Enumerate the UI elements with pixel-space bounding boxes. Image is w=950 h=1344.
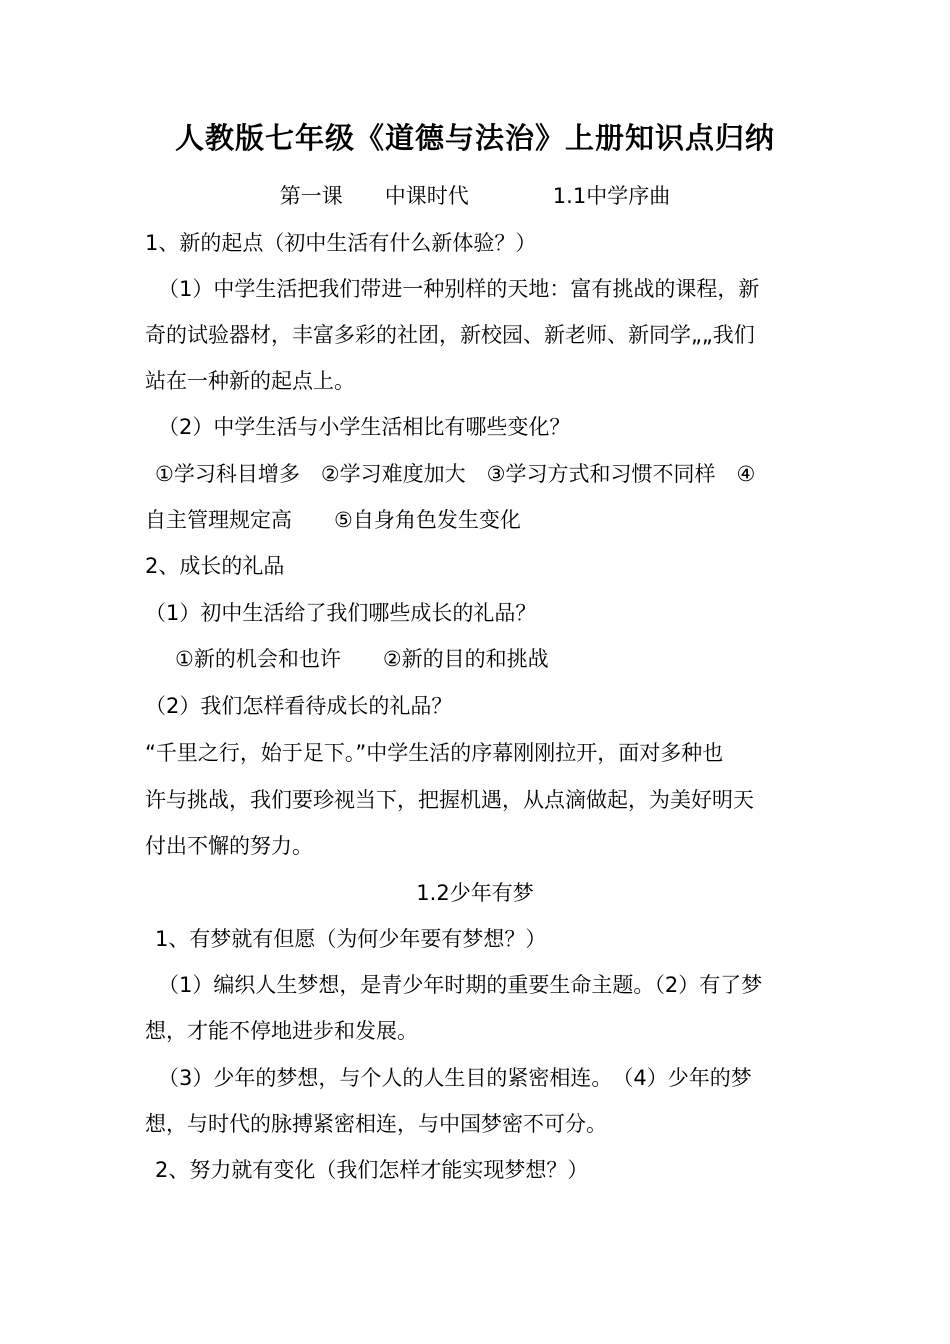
paragraph-line: 付出不懈的努力。 (145, 834, 313, 858)
paragraph-line: ①新的机会和也许 ②新的目的和挑战 (175, 647, 549, 671)
section-title: 1、有梦就有但愿（为何少年要有梦想？） (155, 927, 547, 951)
lesson-heading: 1.2少年有梦 (416, 881, 534, 905)
paragraph-line: 站在一种新的起点上。 (145, 369, 355, 393)
paragraph-line: （2）我们怎样看待成长的礼品？ (145, 694, 453, 718)
paragraph-line: “千里之行，始于足下。”中学生活的序幕刚刚拉开，面对多种也 (145, 741, 724, 765)
document-title: 人教版七年级《道德与法治》上册知识点归纳 (174, 121, 775, 155)
section-title: 1、新的起点（初中生活有什么新体验？） (145, 231, 537, 255)
paragraph-line: 奇的试验器材，丰富多彩的社团，新校园、新老师、新同学„„我们 (145, 323, 755, 347)
paragraph-line: ①学习科目增多 ②学习难度加大 ③学习方式和习惯不同样 ④ (155, 462, 756, 486)
paragraph-line: （2）中学生活与小学生活相比有哪些变化？ (158, 415, 571, 439)
lesson-heading: 第一课 中课时代 1.1中学序曲 (279, 184, 671, 208)
paragraph-line: （1）编织人生梦想，是青少年时期的重要生命主题。（2）有了梦 (158, 973, 763, 997)
section-title: 2、努力就有变化（我们怎样才能实现梦想？） (155, 1158, 589, 1182)
paragraph-line: （1）初中生活给了我们哪些成长的礼品？ (145, 601, 537, 625)
paragraph-line: （3）少年的梦想，与个人的人生目的紧密相连。 （4）少年的梦 (158, 1066, 752, 1090)
paragraph-line: 许与挑战，我们要珍视当下，把握机遇，从点滴做起，为美好明天 (145, 788, 754, 812)
paragraph-line: 自主管理规定高 ⑤自身角色发生变化 (145, 508, 521, 532)
paragraph-line: （1）中学生活把我们带进一种别样的天地：富有挑战的课程，新 (158, 277, 760, 301)
paragraph-line: 想，与时代的脉搏紧密相连，与中国梦密不可分。 (145, 1112, 607, 1136)
section-title: 2、成长的礼品 (145, 554, 285, 578)
paragraph-line: 想，才能不停地进步和发展。 (145, 1019, 418, 1043)
